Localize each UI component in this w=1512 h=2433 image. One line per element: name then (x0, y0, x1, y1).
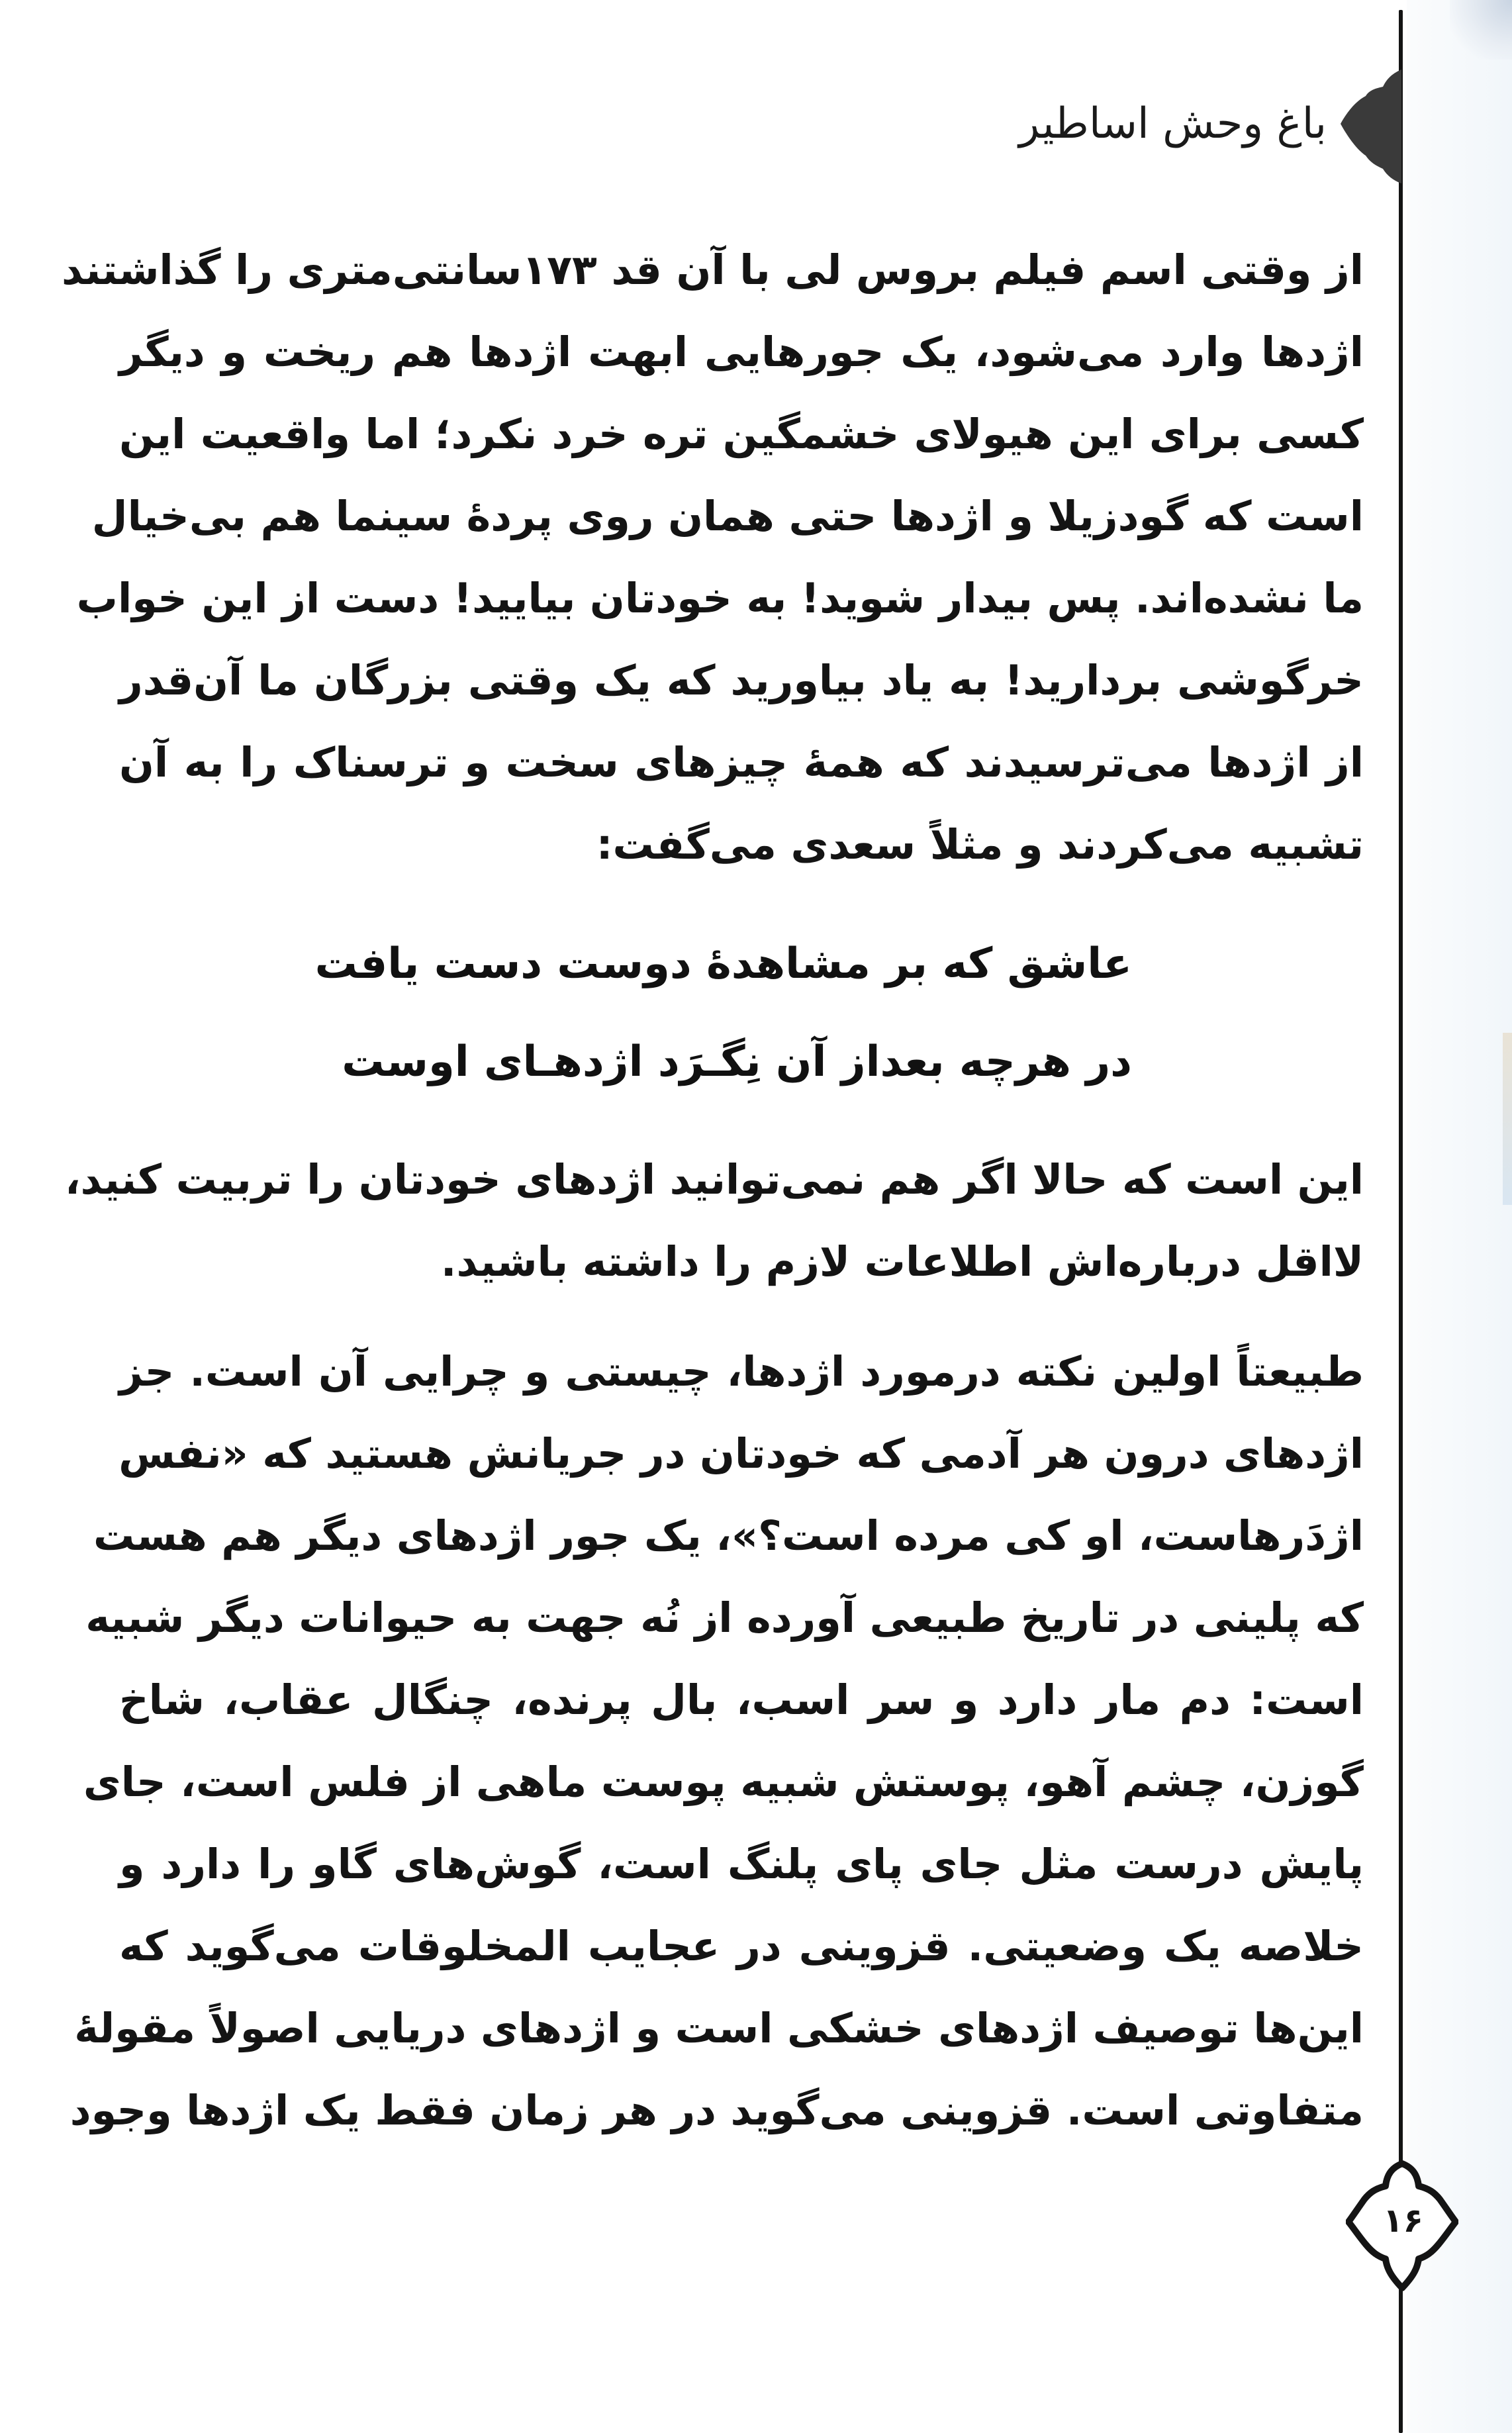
text-line: متفاوتی است. قزوینی می‌گوید در هر زمان فقط یک اژدها وجود (70, 2086, 1364, 2134)
paragraph-3 (70, 1331, 1364, 2152)
running-head-ornament-icon (1339, 70, 1401, 183)
background-tint (1450, 0, 1512, 60)
poem-line: در هرچه بعداز آن نِگـرَد اژدهـای اوست (342, 1037, 1132, 1086)
text-line: این است که حالا اگر هم نمی‌توانید اژدهای خودتان را تربیت کنید، (64, 1155, 1364, 1204)
text-line: طبیعتاً اولین نکته درمورد اژدها، چیستی و چرایی آن است. جز (119, 1347, 1364, 1396)
text-line: خلاصه یک وضعیتی. قزوینی در عجایب المخلوقات می‌گوید که (119, 1922, 1364, 1970)
background-tint (1503, 1033, 1512, 1205)
text-line: است که گودزیلا و اژدها حتی همان روی پردهٔ سینما هم بی‌خیال (91, 492, 1364, 540)
running-head: باغ وحش اساطیر (1019, 99, 1327, 148)
text-line: پایش درست مثل جای پای پلنگ است، گوش‌های گاو را دارد و (119, 1840, 1364, 1888)
text-line: ما نشده‌اند. پس بیدار شوید! به خودتان بیایید! دست از این خواب (76, 574, 1364, 622)
text-line: اژدهای درون هر آدمی که خودتان در جریانش هستید که «نفس (118, 1429, 1364, 1478)
text-line: لااقل درباره‌اش اطلاعات لازم را داشته باشید. (440, 1237, 1364, 1286)
page-number: ۱۶ (1382, 2201, 1423, 2240)
text-line: این‌ها توصیف اژدهای خشکی است و اژدهای دریایی اصولاً مقولهٔ (74, 2004, 1364, 2052)
text-line: خرگوشی بردارید! به یاد بیاورید که یک وقتی بزرگان ما آن‌قدر (119, 656, 1364, 704)
text-line: تشبیه می‌کردند و مثلاً سعدی می‌گفت: (596, 820, 1364, 869)
text-line: از وقتی اسم فیلم بروس لی با آن قد ۱۷۳سانتی‌متری را گذاشتند (62, 246, 1364, 294)
margin-rule (1399, 10, 1403, 2433)
text-line: که پلینی در تاریخ طبیعی آورده از نُه جهت به حیوانات دیگر شبیه (85, 1594, 1364, 1642)
poem-couplet (314, 915, 1132, 1111)
poem-line: عاشق که بر مشاهدهٔ دوست دست یافت (314, 939, 1132, 988)
text-line: گوزن، چشم آهو، پوستش شبیه پوست ماهی از فلس است، جای (83, 1758, 1364, 1806)
text-line: کسی برای این هیولای خشمگین تره خرد نکرد؛ اما واقعیت این (119, 410, 1364, 458)
page-edge (1407, 0, 1512, 2433)
text-line: اژدها وارد می‌شود، یک جورهایی ابهت اژدها هم ریخت و دیگر (119, 328, 1364, 376)
text-line: است: دم مار دارد و سر اسب، بال پرنده، چنگال عقاب، شاخ (119, 1676, 1364, 1724)
text-line: از اژدها می‌ترسیدند که همهٔ چیزهای سخت و ترسناک را به آن (119, 738, 1364, 787)
text-line: اژدَرهاست، او کی مرده است؟»، یک جور اژدهای دیگر هم هست (93, 1511, 1364, 1560)
paragraph-2 (64, 1139, 1364, 1303)
paragraph-1 (62, 229, 1364, 886)
